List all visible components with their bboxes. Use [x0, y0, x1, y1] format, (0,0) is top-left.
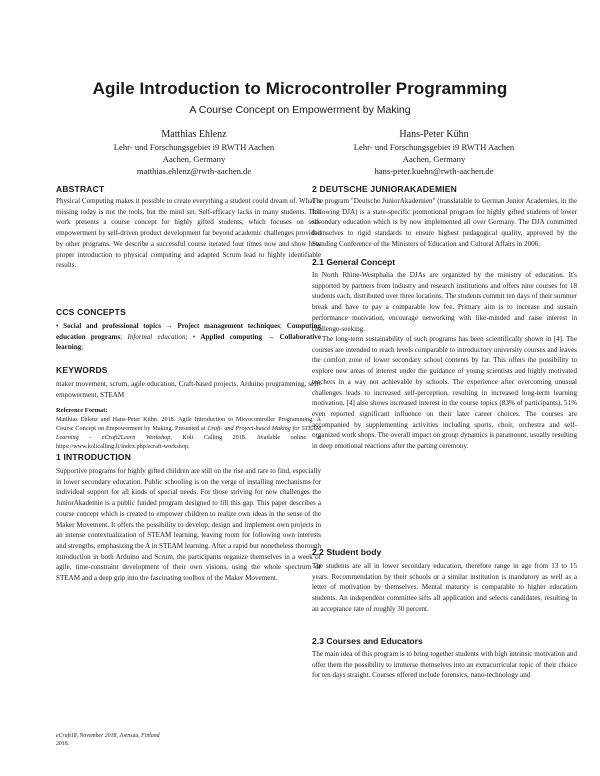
keywords-heading: KEYWORDS	[56, 365, 108, 375]
general-concept-p2: The long-term sustainability of such programs has been scientifically shown in [4]. The courses are intended to reach levels comparable to introductory university courses and leaves the comfort zone of lower secondary school contents by far. This offers the possibility to explore new areas of interest under the guidance of young scientists and highly motivated teachers in a way not achievable by schools. The experience after overcoming unusual challenges leads to increased self-perception, resulting in increased long-term learning motivation. [4] also shows increased interest in the course topics (83% of participants), 51% even reported significant influence on their later career choices. The courses are accompanied by supplementing activities including sports, choir, orchestra and self-organized work shops. The overall impact on group dynamics is paramount, usually resulting in deep emotional reactions after the parting ceremony.	[312, 335, 577, 451]
reference-text-part1: Matthias Ehlenz and Hans-Peter Kühn. 2018. Agile Introduction to Microcontroller Programming: A Course Concept on Empowerment by Making. Presented at	[56, 416, 321, 432]
reference-text-part2: , Koli Calling 2018. Available online at https://www.kolicalling.fi/index.php/ecraft-workshop.	[56, 434, 321, 450]
paper-subtitle: A Course Concept on Empowerment by Making	[189, 104, 411, 116]
author-location: Aachen, Germany	[162, 154, 226, 164]
general-concept-heading: 2.1 General Concept	[312, 257, 396, 267]
reference-format-text	[56, 415, 321, 451]
reference-format	[56, 406, 321, 451]
general-concept-p1: In North Rhine-Westphalia the DJAs are organized by the ministry of education. It's supported by partners from industry and research institutions and offers nine courses for 18 students each, distributed over three locations. The students commit ten days of their summer break and have to pay a comparable low fee. Primary aim is to increase and sustain performance motivation, encourage networking with like-minded and raise interest in challenge-seeking.	[312, 271, 577, 333]
author-email: matthias.ehlenz@rwth-aachen.de	[136, 166, 252, 176]
keywords-text: maker movement, scrum, agile education, Craft-based projects, Arduino programming, self-empowerment, STEAM	[56, 380, 321, 399]
intro-heading: 1 INTRODUCTION	[56, 452, 132, 462]
author-block-2	[309, 128, 559, 177]
ccs-item-1b: Computing education programs	[56, 322, 321, 341]
footnote	[56, 732, 321, 748]
student-body-heading: 2.2 Student body	[312, 547, 382, 557]
author-affiliation: Lehr- und Forschungsgebiet i9 RWTH Aachen	[113, 142, 275, 152]
author-location: Aachen, Germany	[402, 154, 466, 164]
section2-text: The program "Deutsche JuniorAkademien" (translatable to German Junior Academies, in the following DJA) is a state-specific promotional program for highly gifted students of lower secondary education which is by now implemented all over Germany. The DJA committed themselves to rigid standards to ensure highest pedagogical quality, approved by the Standing Conference of the Ministers of Education and Cultural Affairs in 2006.	[312, 197, 577, 248]
footnote-year: 2018.	[56, 741, 70, 747]
section2-heading: 2 DEUTSCHE JUNIORAKADEMIEN	[312, 184, 457, 194]
ccs-heading: CCS CONCEPTS	[56, 307, 126, 317]
author-block-1	[69, 128, 319, 177]
student-body-text: The students are all in lower secondary education, therefore range in age from 13 to 15 years. Recommendation by their schools or a similar institution is mandatory as well as a letter of motivation by themselves. Mental maturity is comparable to higher education students. An independent committee sifts all application and selects candidates, resulting in an acceptance rate of roughly 30 percent.	[312, 562, 577, 613]
author-name: Matthias Ehlenz	[161, 129, 227, 140]
courses-heading: 2.3 Courses and Educators	[312, 636, 423, 646]
ccs-item-1c: Informal education	[127, 332, 186, 341]
footnote-venue: eCraft18, November 2018, Joensuu, Finland	[56, 733, 160, 739]
abstract-text: Physical Computing makes it possible to create everything a student could dream of. What is missing today is not the tools, but the mind set. Self-efficacy lacks in many students. This work presents a course concept for highly gifted students, which focuses on self-empowerment by self-driven product development far beyond academic challenges provided by other programs. We describe a successful course iterated four times now and show how proper introduction to physical computing and adapted Scrum lead to highly identifiable results.	[56, 197, 321, 270]
reference-venue: Craft- and Project-based Making for STEAM Learning - eCraft2Learn Workshop	[56, 425, 321, 441]
ccs-text: • Social and professional topics → Project management techniques; Computing education programs; Informal education; • Applied computing → Collaborative learning;	[56, 322, 321, 352]
author-name: Hans-Peter Kühn	[399, 129, 469, 140]
paper-title: Agile Introduction to Microcontroller Programming	[92, 79, 508, 98]
ccs-item-1: Social and professional topics → Project management techniques	[63, 322, 281, 330]
abstract-heading: ABSTRACT	[56, 184, 105, 194]
author-email: hans-peter.kuehn@rwth-aachen.de	[374, 166, 494, 176]
courses-text: The main idea of this program is to bring together students with high intrinsic motivation and offer them the possibility to immerse themselves into an extracurricular topic of their choice for ten days straight. Courses offered include forensics, nano-technology and	[312, 650, 577, 680]
intro-text: Supportive programs for highly gifted children are still on the rise and rare to find, especially in lower secondary education. Public schooling is on the verge of installing mechanisms for individual support for all kinds of special needs. For those striving for new challenges the JuniorAkademie is a public funded program designed to fill this gap. This paper describes a course concept which is created to empower children to realize own ideas in the sense of the Maker Movement. It offers the possibility to develop, design and implement own projects in an intense contextualization of STEAM learning, leaving room for following own interests and strengths, emphasizing the A in STEAM learning. After a rapid but nonetheless thorough introduction in both Arduino and Scrum, the participants organize themselves in a week of agile, time-constraint development of their own visions, using the whole spectrum of STEAM and a deep grip into the fascinating toolbox of the Maker Movement.	[56, 467, 321, 583]
ccs-item-2: Applied computing → Collaborative learning	[56, 332, 321, 352]
author-affiliation: Lehr- und Forschungsgebiet i9 RWTH Aachen	[353, 142, 515, 152]
reference-format-heading: Reference Format:	[56, 407, 108, 414]
